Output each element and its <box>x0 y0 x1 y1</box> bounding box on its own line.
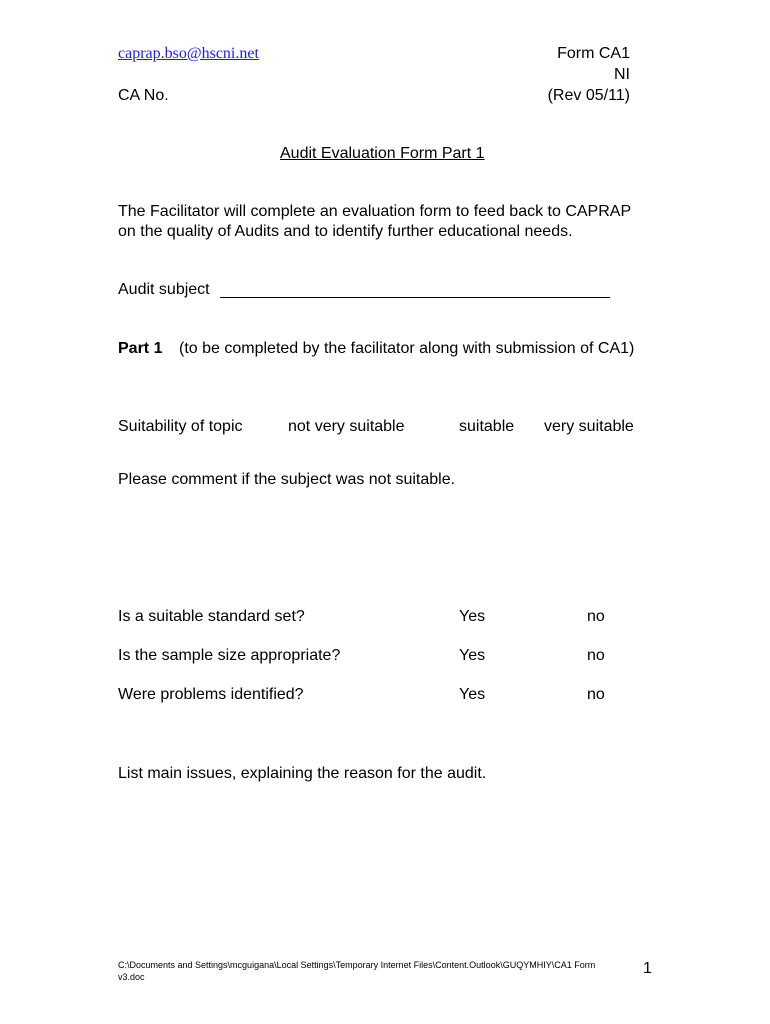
issues-prompt: List main issues, explaining the reason for the audit. <box>118 765 487 782</box>
page-number: 1 <box>643 960 652 977</box>
footer-path-line-1: C:\Documents and Settings\mcguigana\Local Settings\Temporary Internet Files\Content.Outlook\GUQYMHIY\CA1 Form <box>118 960 596 970</box>
suitability-option-very-suitable[interactable]: very suitable <box>544 418 634 435</box>
intro-text-line-1: The Facilitator will complete an evaluation form to feed back to CAPRAP <box>118 203 632 220</box>
question-problems-identified: Were problems identified? <box>118 686 304 703</box>
form-revision: (Rev 05/11) <box>547 87 630 104</box>
question-sample-size: Is the sample size appropriate? <box>118 647 341 664</box>
footer-file-path <box>118 959 628 983</box>
answer-problems-no[interactable]: no <box>587 686 605 703</box>
intro-text-line-2: on the quality of Audits and to identify further educational needs. <box>118 223 573 240</box>
comment-prompt: Please comment if the subject was not suitable. <box>118 471 456 488</box>
audit-subject-label: Audit subject <box>118 281 210 298</box>
contact-email-link[interactable]: caprap.bso@hscni.net <box>118 45 259 62</box>
answer-standard-yes[interactable]: Yes <box>459 608 486 625</box>
suitability-label: Suitability of topic <box>118 418 243 435</box>
part1-heading <box>118 339 162 359</box>
answer-standard-no[interactable]: no <box>587 608 605 625</box>
answer-sample-yes[interactable]: Yes <box>459 647 486 664</box>
answer-problems-yes[interactable]: Yes <box>459 686 486 703</box>
footer-path-line-2: v3.doc <box>118 972 145 982</box>
form-code: Form CA1 <box>557 45 630 62</box>
suitability-option-not-very-suitable[interactable]: not very suitable <box>288 418 405 435</box>
form-region: NI <box>614 66 630 83</box>
answer-sample-no[interactable]: no <box>587 647 605 664</box>
ca-number-label: CA No. <box>118 87 169 104</box>
part1-label: Part 1 <box>118 340 163 357</box>
suitability-option-suitable[interactable]: suitable <box>459 418 515 435</box>
page-title: Audit Evaluation Form Part 1 <box>280 145 485 162</box>
part1-description: (to be completed by the facilitator along with submission of CA1) <box>179 340 635 357</box>
question-standard-set: Is a suitable standard set? <box>118 608 305 625</box>
audit-subject-field[interactable] <box>220 297 610 298</box>
